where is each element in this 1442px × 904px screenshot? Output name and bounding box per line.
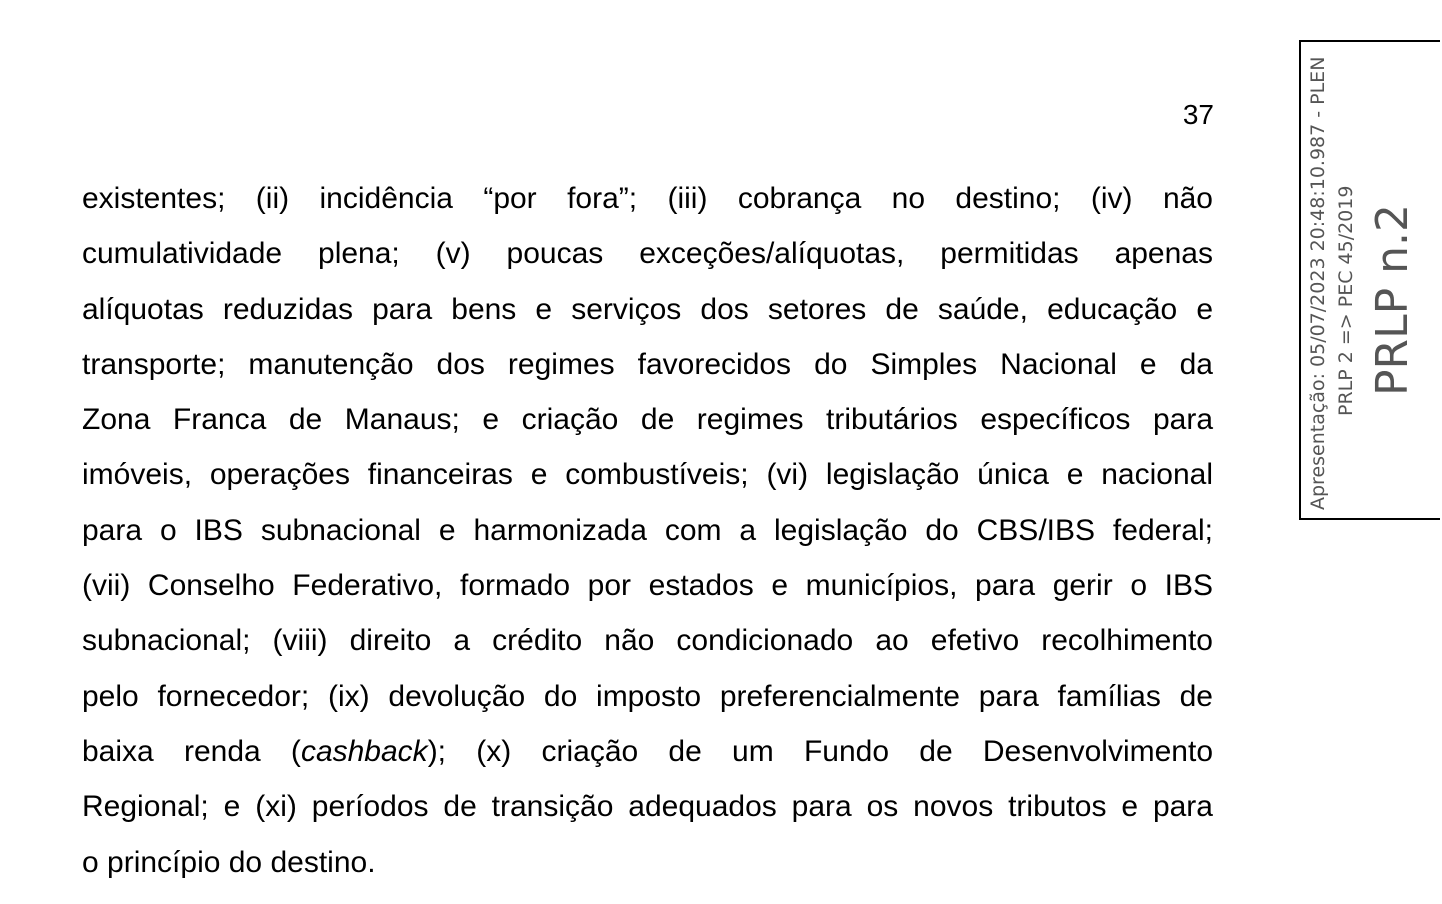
presentation-stamp — [1299, 40, 1440, 520]
document-paragraph — [82, 171, 1213, 890]
italic-term: cashback — [300, 734, 428, 768]
paragraph-line: pelo fornecedor; (ix) devolução do imposto preferencialmente para famílias de — [82, 679, 1213, 713]
paragraph-line: Zona Franca de Manaus; e criação de regimes tributários específicos para — [82, 403, 1213, 437]
paragraph-line: o princípio do destino. — [82, 845, 376, 879]
stamp-rotated-content — [1301, 42, 1440, 518]
paragraph-line: alíquotas reduzidas para bens e serviços dos setores de saúde, educação e — [82, 292, 1213, 326]
paragraph-line: (vii) Conselho Federativo, formado por estados e municípios, para gerir o IBS — [82, 569, 1213, 603]
stamp-title: PRLP n.2 — [1367, 203, 1418, 396]
stamp-date-line: Apresentação: 05/07/2023 20:48:10.987 - PLEN — [1307, 56, 1329, 510]
page-number: 37 — [1182, 99, 1214, 130]
paragraph-line: imóveis, operações financeiras e combustíveis; (vi) legislação única e nacional — [82, 458, 1213, 492]
stamp-reference-line: PRLP 2 => PEC 45/2019 — [1335, 185, 1357, 416]
line-segment: baixa renda ( — [82, 734, 301, 768]
paragraph-line: para o IBS subnacional e harmonizada com a legislação do CBS/IBS federal; — [82, 513, 1213, 547]
paragraph-line: cumulatividade plena; (v) poucas exceções/alíquotas, permitidas apenas — [82, 237, 1213, 271]
paragraph-line: subnacional; (viii) direito a crédito não condicionado ao efetivo recolhimento — [82, 624, 1213, 658]
line-segment: ); (x) criação de um Fundo de Desenvolvimento — [427, 734, 1214, 768]
paragraph-line: Regional; e (xi) períodos de transição adequados para os novos tributos e para — [82, 790, 1213, 824]
paragraph-line — [82, 724, 1213, 779]
paragraph-line: existentes; (ii) incidência “por fora”; (iii) cobrança no destino; (iv) não — [82, 182, 1213, 215]
paragraph-line: transporte; manutenção dos regimes favorecidos do Simples Nacional e da — [82, 347, 1213, 381]
